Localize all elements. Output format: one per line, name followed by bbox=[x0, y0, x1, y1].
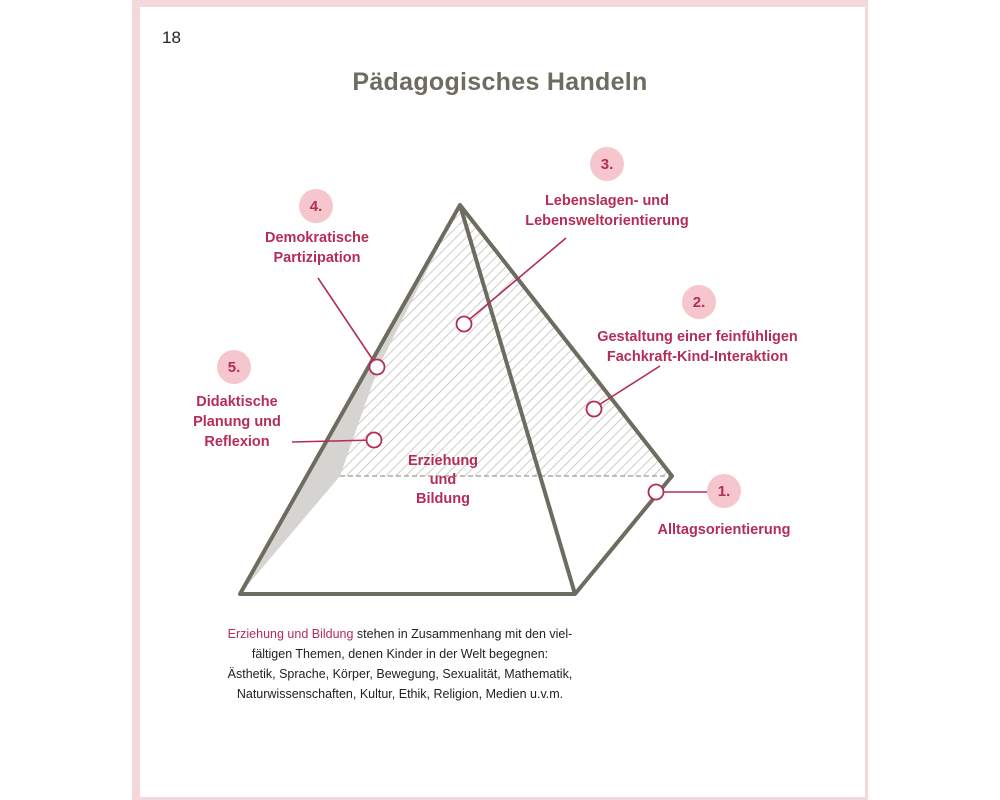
caption-highlight: Erziehung und Bildung bbox=[227, 627, 354, 641]
label-fachkraft-kind-interaktion bbox=[585, 327, 810, 367]
marker-1 bbox=[649, 485, 664, 500]
center-label-line: Erziehung bbox=[407, 453, 479, 469]
caption-line-2: fältigen Themen, denen Kinder in der Welt begegnen: bbox=[251, 647, 549, 661]
caption-text: stehen in Zusammenhang mit den viel- bbox=[353, 627, 573, 641]
center-label-line: und bbox=[429, 472, 457, 488]
marker-4 bbox=[370, 360, 385, 375]
label-line: Partizipation bbox=[273, 250, 361, 266]
marker-5 bbox=[367, 433, 382, 448]
label-alltagsorientierung bbox=[644, 520, 804, 540]
label-didaktische-planung bbox=[177, 392, 297, 452]
label-line: Reflexion bbox=[204, 434, 270, 450]
label-line: Lebenslagen- und bbox=[544, 193, 670, 209]
badge-5: 5. bbox=[217, 350, 251, 384]
label-line: Demokratische bbox=[265, 230, 369, 246]
page-title: Pädagogisches Handeln bbox=[352, 68, 648, 96]
badge-4: 4. bbox=[299, 189, 333, 223]
badge-2: 2. bbox=[682, 285, 716, 319]
center-label-line: Bildung bbox=[416, 491, 470, 507]
label-line: Alltagsorientierung bbox=[657, 522, 791, 538]
marker-2 bbox=[587, 402, 602, 417]
label-line: Fachkraft-Kind-Interaktion bbox=[606, 349, 789, 365]
label-line: Gestaltung einer feinfühligen bbox=[597, 329, 798, 345]
label-lebensweltorientierung bbox=[512, 191, 702, 231]
caption-line-4: Naturwissenschaften, Kultur, Ethik, Religion, Medien u.v.m. bbox=[236, 687, 564, 701]
badge-3: 3. bbox=[590, 147, 624, 181]
label-line: Didaktische bbox=[196, 394, 278, 410]
caption-line-1 bbox=[200, 624, 600, 644]
badge-1: 1. bbox=[707, 474, 741, 508]
center-label bbox=[398, 452, 488, 509]
label-line: Planung und bbox=[193, 414, 281, 430]
caption bbox=[200, 624, 600, 704]
label-line: Lebensweltorientierung bbox=[525, 213, 689, 229]
label-demokratische-partizipation bbox=[247, 228, 387, 268]
caption-line-3: Ästhetik, Sprache, Körper, Bewegung, Sexualität, Mathematik, bbox=[227, 667, 573, 681]
marker-3 bbox=[457, 317, 472, 332]
page-number: 18 bbox=[162, 28, 181, 47]
